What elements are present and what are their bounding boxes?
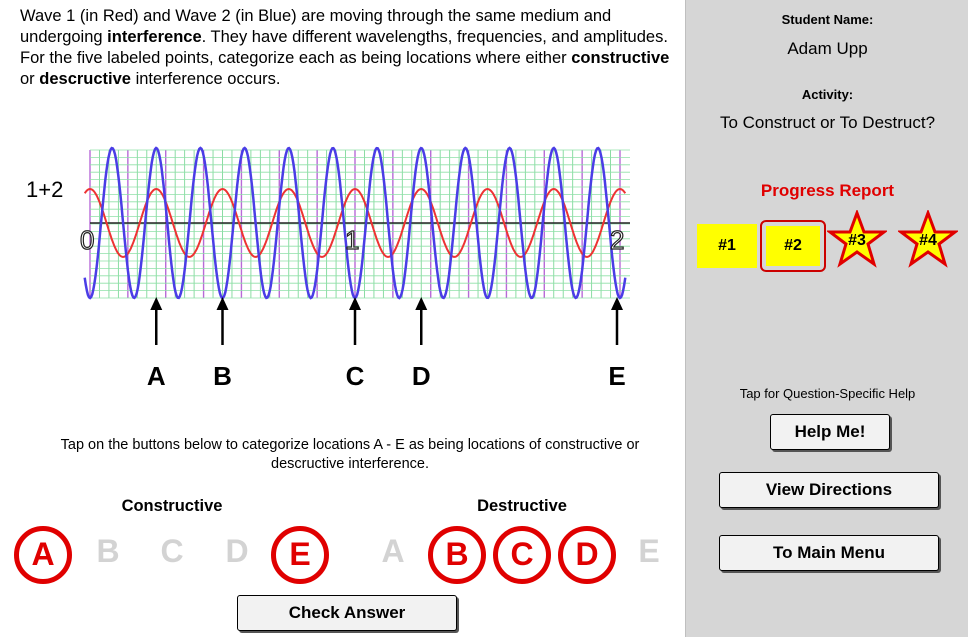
destructive-choice-c[interactable]: C: [493, 526, 551, 584]
point-label-d: D: [411, 361, 431, 391]
point-arrowhead-b: [217, 297, 229, 310]
constructive-choice-c[interactable]: C: [160, 533, 184, 569]
point-marker-e: [608, 297, 625, 391]
check-answer-button[interactable]: Check Answer: [237, 595, 457, 631]
x-tick-label: 2: [610, 225, 625, 255]
instructions-text: Tap on the buttons below to categorize locations A - E as being locations of constructive or descructive interference.: [60, 437, 640, 472]
wave-graph: [20, 140, 640, 395]
view-directions-button[interactable]: View Directions: [719, 472, 939, 508]
progress-item-2: #2: [760, 220, 826, 272]
point-arrowhead-e: [611, 297, 623, 310]
y-axis-label: 1+2: [26, 177, 64, 202]
question-text: Wave 1 (in Red) and Wave 2 (in Blue) are moving through the same medium and undergoing interference. They have different wavelengths, frequencies, and amplitudes. For the five labeled points, categorize each as being locations where either constructive or descructive interference occurs.: [20, 7, 670, 88]
student-name-label: Student Name:: [781, 12, 874, 27]
student-name: Adam Upp: [787, 39, 868, 58]
point-label-e: E: [608, 361, 626, 391]
point-marker-c: [346, 297, 365, 391]
point-arrowhead-a: [150, 297, 162, 310]
help-hint: Tap for Question-Specific Help: [739, 386, 916, 401]
point-marker-d: [412, 297, 431, 391]
point-marker-b: [213, 297, 232, 391]
constructive-choice-d[interactable]: D: [225, 533, 249, 569]
main-menu-button[interactable]: To Main Menu: [719, 535, 939, 571]
destructive-choice-d[interactable]: D: [558, 526, 616, 584]
constructive-choice-b[interactable]: B: [96, 533, 120, 569]
x-tick-label: 0: [80, 225, 95, 255]
sidebar: [685, 0, 968, 637]
activity-label: Activity:: [801, 87, 854, 102]
help-me-button[interactable]: Help Me!: [770, 414, 890, 450]
constructive-label: Constructive: [121, 497, 223, 515]
destructive-choice-b[interactable]: B: [428, 526, 486, 584]
progress-item-3: #3: [827, 210, 887, 270]
point-marker-a: [147, 297, 166, 391]
term-descructive: descructive: [39, 70, 131, 88]
destructive-choice-a[interactable]: A: [381, 533, 405, 569]
x-tick-label: 1: [345, 225, 360, 255]
constructive-choice-a[interactable]: A: [14, 526, 72, 584]
point-label-a: A: [146, 361, 166, 391]
progress-item-1: #1: [697, 224, 757, 268]
progress-report-title: Progress Report: [760, 181, 895, 200]
progress-item-4: #4: [898, 210, 958, 270]
term-constructive: constructive: [571, 49, 670, 67]
point-arrowhead-c: [349, 297, 361, 310]
point-arrowhead-d: [415, 297, 427, 310]
destructive-label: Destructive: [477, 497, 567, 515]
constructive-choice-e[interactable]: E: [271, 526, 329, 584]
destructive-choice-e[interactable]: E: [638, 533, 660, 569]
activity-name: To Construct or To Destruct?: [719, 113, 936, 132]
point-label-b: B: [213, 361, 232, 391]
term-interference: interference: [107, 28, 202, 46]
point-label-c: C: [345, 361, 365, 391]
